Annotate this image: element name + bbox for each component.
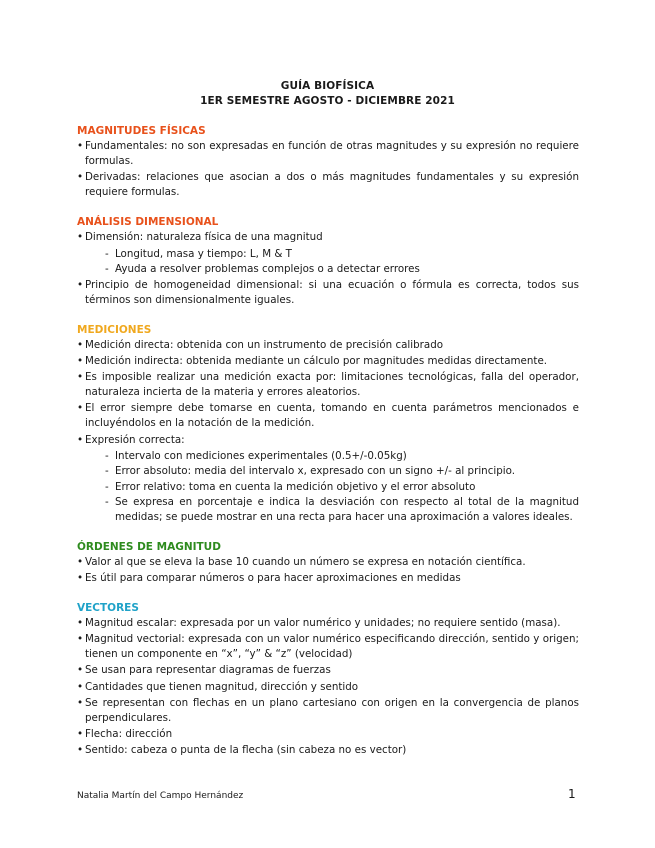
- list-item: • Principio de homogeneidad dimensional: si una ecuación o fórmula es correcta, todos sus términos son dimensionalmente iguales.: [77, 278, 579, 308]
- list-item: • Sentido: cabeza o punta de la flecha (sin cabeza no es vector): [77, 743, 579, 758]
- section-heading: ANÁLISIS DIMENSIONAL: [77, 216, 219, 229]
- list-item: • Valor al que se eleva la base 10 cuando un número se expresa en notación científica.: [77, 555, 579, 570]
- footer-author: Natalia Martín del Campo Hernández: [77, 791, 244, 801]
- section: [77, 601, 579, 758]
- list-item: • Es imposible realizar una medición exacta por: limitaciones tecnológicas, falla del operador, naturaleza incierta de la materia y errores aleatorios.: [77, 370, 579, 400]
- list-item: • Se usan para representar diagramas de fuerzas: [77, 663, 579, 678]
- document-subtitle: 1ER SEMESTRE AGOSTO - DICIEMBRE 2021: [200, 95, 455, 107]
- list-item: • Magnitud vectorial: expresada con un valor numérico especificando dirección, sentido y origen; tienen un componente en “x”, “y” & “z” (velocidad): [77, 632, 579, 662]
- sub-list-item: - Error relativo: toma en cuenta la medición objetivo y el error absoluto: [77, 480, 579, 495]
- sub-list-item: - Se expresa en porcentaje e indica la desviación con respecto al total de la magnitud medidas; se puede mostrar en una recta para hacer una aproximación a valores ideales.: [77, 495, 579, 525]
- section-heading: ÓRDENES DE MAGNITUD: [77, 540, 221, 553]
- list-item: • Magnitud escalar: expresada por un valor numérico y unidades; no requiere sentido (masa).: [77, 616, 579, 631]
- section: [77, 124, 579, 200]
- list-item: • Es útil para comparar números o para hacer aproximaciones en medidas: [77, 571, 579, 586]
- sub-list-item: - Ayuda a resolver problemas complejos o a detectar errores: [77, 262, 579, 277]
- section-heading: MAGNITUDES FÍSICAS: [77, 125, 206, 137]
- list-item: • Flecha: dirección: [77, 727, 579, 742]
- list-item: • Medición directa: obtenida con un instrumento de precisión calibrado: [77, 338, 579, 353]
- bullet-list: [77, 338, 579, 525]
- section: [77, 323, 579, 525]
- section-heading: VECTORES: [77, 602, 139, 615]
- list-item: • Derivadas: relaciones que asocian a dos o más magnitudes fundamentales y su expresión requiere formulas.: [77, 170, 579, 200]
- sub-list-item: - Intervalo con mediciones experimentales (0.5+/-0.05kg): [77, 449, 579, 464]
- bullet-list: [77, 139, 579, 200]
- list-item: • Fundamentales: no son expresadas en función de otras magnitudes y su expresión no requiere formulas.: [77, 139, 579, 169]
- list-item: • Cantidades que tienen magnitud, dirección y sentido: [77, 680, 579, 695]
- section-heading: MEDICIONES: [77, 323, 152, 336]
- bullet-list: [77, 616, 579, 758]
- list-item: • El error siempre debe tomarse en cuenta, tomando en cuenta parámetros mencionados e incluyéndolos en la notación de la medición.: [77, 401, 579, 431]
- section: [77, 215, 579, 307]
- sub-list-item: - Longitud, masa y tiempo: L, M & T: [77, 247, 579, 262]
- section: [77, 540, 579, 586]
- list-item: • Se representan con flechas en un plano cartesiano con origen en la convergencia de planos perpendiculares.: [77, 696, 579, 726]
- document-title: GUÍA BIOFÍSICA: [280, 80, 375, 92]
- list-item: • Medición indirecta: obtenida mediante un cálculo por magnitudes medidas directamente.: [77, 354, 579, 369]
- sub-list-item: - Error absoluto: media del intervalo x, expresado con un signo +/- al principio.: [77, 464, 579, 479]
- page-number: 1: [568, 787, 576, 801]
- bullet-list: [77, 230, 579, 307]
- document-body: [77, 124, 579, 759]
- bullet-list: [77, 555, 579, 586]
- list-item: • Expresión correcta:: [77, 433, 579, 448]
- list-item: • Dimensión: naturaleza física de una magnitud: [77, 230, 579, 245]
